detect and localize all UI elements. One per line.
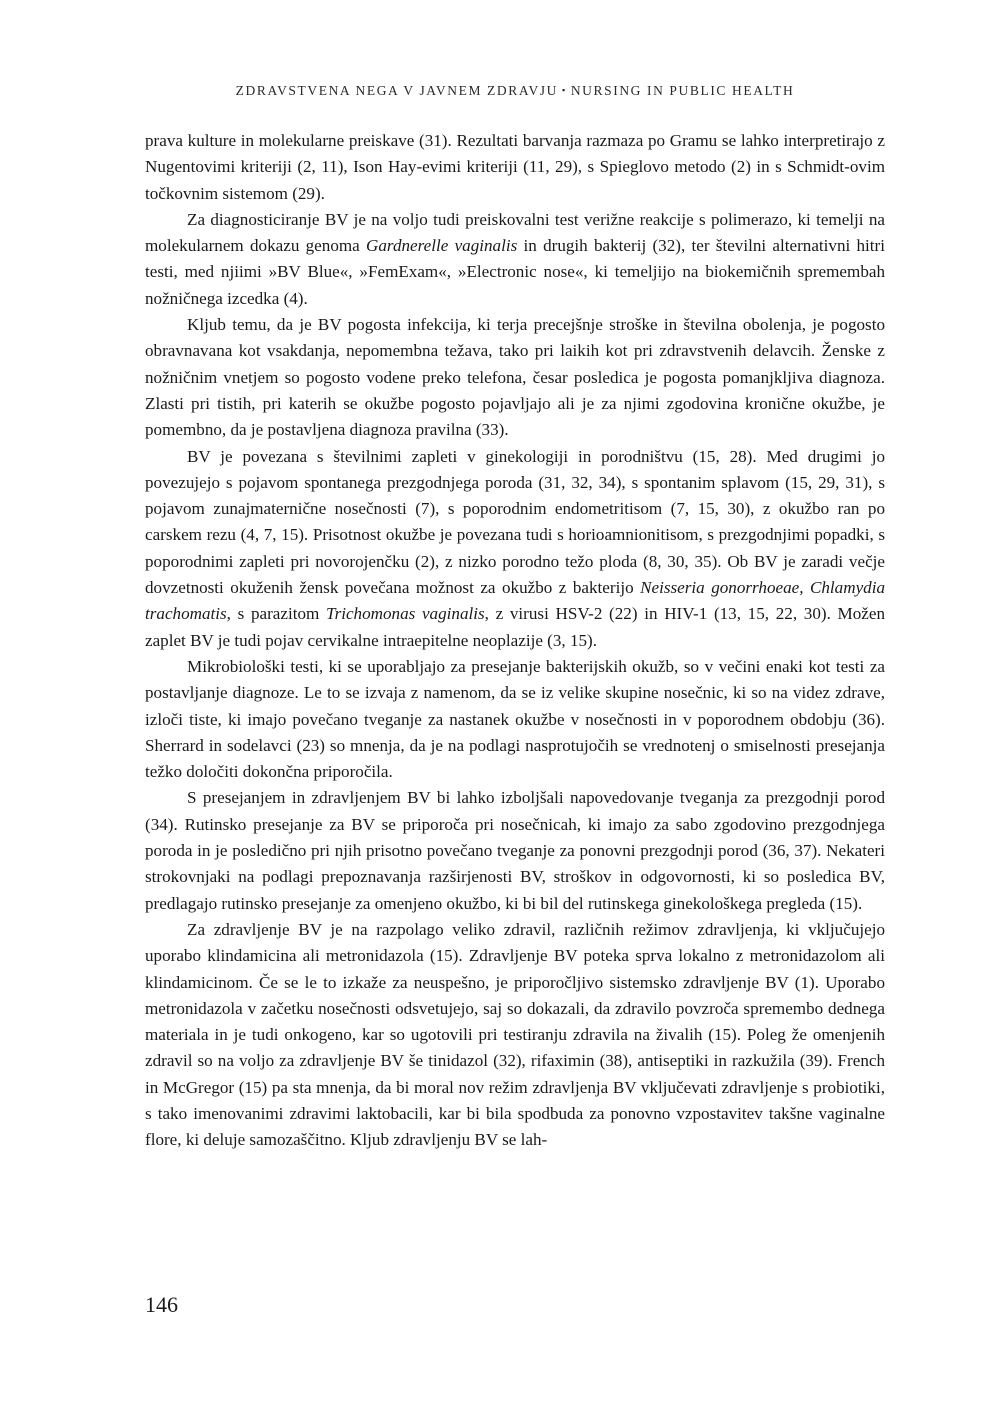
species-name: Neisseria gonorrhoeae, Chlamydia trachomatis	[145, 578, 885, 624]
text-run: , z virusi HSV-2 (22) in HIV-1 (13, 15, 22, 30). Možen zaplet BV je tudi pojav cervikalne intraepitelne neoplazije (3, 15).	[145, 604, 885, 650]
journal-title-english: NURSING IN PUBLIC HEALTH	[570, 83, 795, 98]
journal-title-slovene: ZDRAVSTVENA NEGA V JAVNEM ZDRAVJU	[235, 83, 559, 98]
header-separator: ▪	[562, 85, 567, 95]
paragraph-treatment-options	[145, 917, 885, 1154]
species-name: Trichomonas vaginalis	[326, 604, 485, 624]
text-run: in drugih bakterij (32), ter številni alternativni hitri testi, med njiimi »BV Blue«, »FemExam«, »Electronic nose«, ki temeljijo na biokemičnih spremembah nožničnega izcedka (4).	[145, 236, 886, 308]
text-run: Mikrobiološki testi, ki se uporabljajo za presejanje bakterijskih okužb, so v večini enaki kot testi za postavljanje diagnoze. Le to se izvaja z namenom, da se iz velike skupine nosečnic, ki so na videz zdrave, izloči tiste, ki imajo povečano tveganje za nastanek okužbe v nosečnosti in v poporodnem obdobju (36). Sherrard in sodelavci (23) so mnenja, da je na podlagi nasprotujočih se vrednotenj o smiselnosti presejanja težko določiti dokončna priporočila.	[145, 656, 885, 782]
paragraph-culture-tests	[145, 128, 885, 207]
running-header	[145, 83, 885, 99]
text-run: BV je povezana s številnimi zapleti v ginekologiji in porodništvu (15, 28). Med drugimi jo povezujejo s pojavom spontanega prezgodnjega poroda (31, 32, 34), s spontanim splavom (15, 29, 31), s pojavom zunajmaternične nosečnosti (7), s poporodnim endometritisom (7, 15, 30), z okužbo ran po carskem rezu (4, 7, 15). Prisotnost okužbe je povezana tudi s horioamnionitisom, s prezgodnjimi popadki, s poporodnimi zapleti pri novorojenčku (2), z nizko porodno težo ploda (8, 30, 35). Ob BV je zaradi večje dovzetnosti okuženih žensk povečana možnost za okužbo z bakterijo	[145, 446, 885, 598]
page-number: 146	[145, 1292, 178, 1317]
text-run: , s parazitom	[226, 604, 326, 624]
text-run: Kljub temu, da je BV pogosta infekcija, ki terja precejšnje stroške in številna obolenja, je pogosto obravnavana kot vsakdanja, nepomembna težava, tako pri laikih kot pri zdravstvenih delavcih. Ženske z nožničnim vnetjem so pogosto vodene preko telefona, česar posledica je pogosta pomanjkljiva diagnoza. Zlasti pri tistih, pri katerih se okužbe pogosto pojavljajo ali je za njimi zgodovina kronične okužbe, je pomembno, da je postavljena diagnoza pravilna (33).	[145, 315, 885, 440]
species-name: Gardnerelle vaginalis	[366, 236, 518, 256]
paragraph-pcr-diagnostics	[145, 207, 885, 312]
paragraph-common-infection	[145, 312, 885, 443]
article-body	[145, 128, 885, 1154]
text-run: Za diagnosticiranje BV je na voljo tudi preiskovalni test verižne reakcije s polimerazo, ki temelji na molekularnem dokazu genoma	[145, 209, 885, 256]
paragraph-screening-treatment	[145, 785, 885, 916]
paragraph-microbiology-screening	[145, 654, 885, 785]
text-run: prava kulture in molekularne preiskave (31). Rezultati barvanja razmaza po Gramu se lahko interpretirajo z Nugentovimi kriteriji (2, 11), Ison Hay-evimi kriteriji (11, 29), s Spieglovo metodo (2) in s Schmidt-ovim točkovnim sistemom (29).	[145, 131, 885, 203]
paragraph-complications	[145, 444, 885, 654]
text-run: Za zdravljenje BV je na razpolago veliko zdravil, različnih režimov zdravljenja, ki vključujejo uporabo klindamicina ali metronidazola (15). Zdravljenje BV poteka sprva lokalno z metronidazolom ali klindamicinom. Če se le to izkaže za neuspešno, je priporočljivo sistemsko zdravljenje BV (1). Uporabo metronidazola v začetku nosečnosti odsvetujejo, saj so dokazali, da zdravilo povzroča spremembo dednega materiala in je tudi onkogeno, kar so ugotovili pri testiranju zdravila na živalih (15). Poleg že omenjenih zdravil so na voljo za zdravljenje BV še tinidazol (32), rifaximin (38), antiseptiki in razkužila (39). French in McGregor (15) pa sta mnenja, da bi moral nov režim zdravljenja BV vključevati zdravljenje s probiotiki, s tako imenovanimi zdravimi laktobacili, kar bi bila spodbuda za ponovno vzpostavitev takšne vaginalne flore, ki deluje samozaščitno. Kljub zdravljenju BV se lah-	[145, 919, 885, 1150]
text-run: S presejanjem in zdravljenjem BV bi lahko izboljšali napovedovanje tveganja za prezgodnji porod (34). Rutinsko presejanje za BV se priporoča pri nosečnicah, ki imajo za sabo zgodovino prezgodnjega poroda in je posledično pri njih prisotno povečano tveganje za ponovni prezgodnji porod (36, 37). Nekateri strokovnjaki na podlagi prepoznavanja razširjenosti BV, stroškov in odgovornosti, ki so posledica BV, predlagajo rutinsko presejanje za omenjeno okužbo, ki bi bil del rutinskega ginekološkega pregleda (15).	[145, 788, 885, 913]
